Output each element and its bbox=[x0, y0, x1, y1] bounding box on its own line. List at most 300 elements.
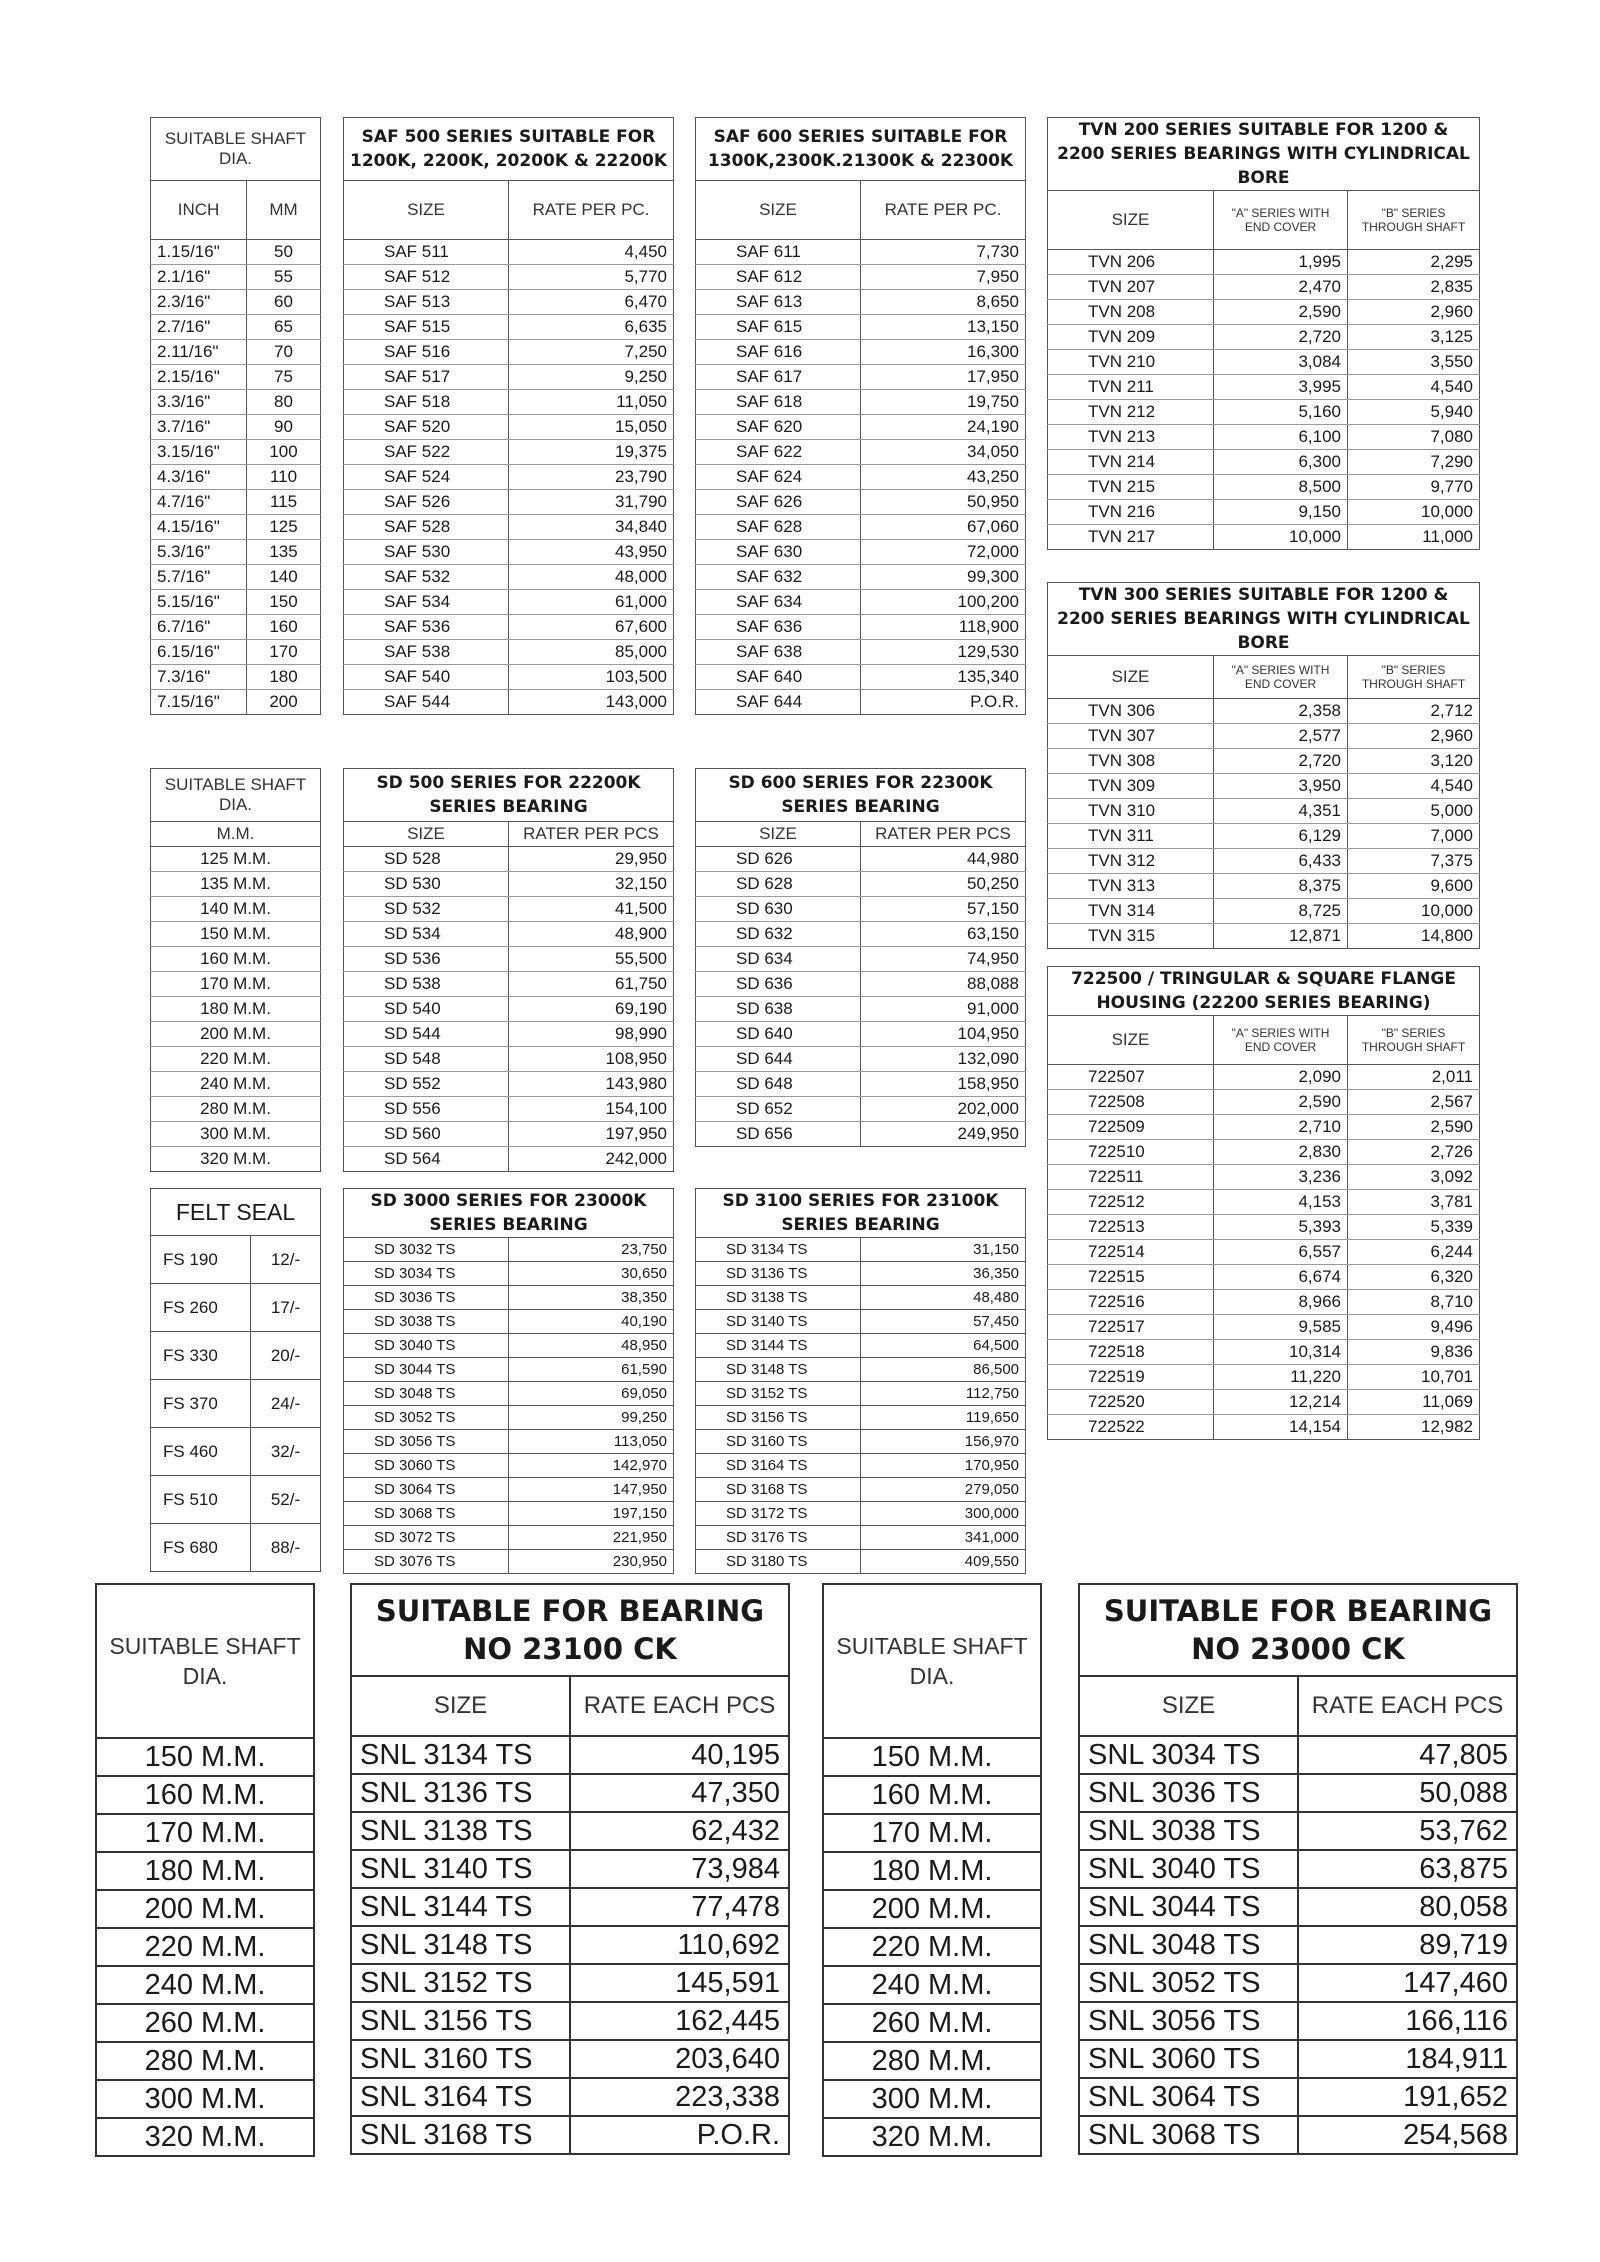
size-cell: 320 M.M. bbox=[823, 2118, 1041, 2156]
size-cell: SNL 3040 TS bbox=[1079, 1850, 1298, 1888]
value-cell: 88,088 bbox=[861, 972, 1026, 997]
snl3000-title: SUITABLE FOR BEARING NO 23000 CK bbox=[1079, 1584, 1517, 1676]
size-cell: SD 3068 TS bbox=[344, 1502, 509, 1526]
value-cell: 90 bbox=[247, 415, 321, 440]
value-cell: 52/- bbox=[251, 1476, 321, 1524]
value-cell: 31,790 bbox=[509, 490, 674, 515]
value-cell: 254,568 bbox=[1298, 2116, 1517, 2154]
size-cell: 4.7/16" bbox=[151, 490, 247, 515]
value-cell: 2,011 bbox=[1348, 1065, 1480, 1090]
table-row bbox=[344, 997, 674, 1022]
table-row bbox=[344, 922, 674, 947]
size-cell: 722508 bbox=[1048, 1090, 1214, 1115]
table-row bbox=[351, 2078, 789, 2116]
value-cell: 5,000 bbox=[1348, 799, 1480, 824]
size-cell: SD 3148 TS bbox=[696, 1358, 861, 1382]
value-cell: 10,701 bbox=[1348, 1365, 1480, 1390]
size-cell: SNL 3152 TS bbox=[351, 1964, 570, 2002]
size-cell: 200 M.M. bbox=[151, 1022, 321, 1047]
value-cell: 98,990 bbox=[509, 1022, 674, 1047]
shaft-inch-table bbox=[150, 117, 321, 715]
value-cell: 2,710 bbox=[1214, 1115, 1348, 1140]
value-cell: 9,496 bbox=[1348, 1315, 1480, 1340]
value-cell: 110,692 bbox=[570, 1926, 789, 1964]
table-row bbox=[344, 415, 674, 440]
col-b-series: "B" SERIES THROUGH SHAFT bbox=[1348, 191, 1480, 250]
value-cell: 16,300 bbox=[861, 340, 1026, 365]
size-cell: SNL 3138 TS bbox=[351, 1812, 570, 1850]
table-row bbox=[351, 1926, 789, 1964]
size-cell: SNL 3068 TS bbox=[1079, 2116, 1298, 2154]
table-row bbox=[344, 1238, 674, 1262]
sd600-table bbox=[695, 768, 1026, 1147]
size-cell: 7.3/16" bbox=[151, 665, 247, 690]
table-row bbox=[344, 897, 674, 922]
size-cell: 722516 bbox=[1048, 1290, 1214, 1315]
size-cell: 3.7/16" bbox=[151, 415, 247, 440]
value-cell: 2,720 bbox=[1214, 749, 1348, 774]
table-row bbox=[344, 1358, 674, 1382]
table-row bbox=[344, 290, 674, 315]
table-row bbox=[1048, 1315, 1480, 1340]
size-cell: SNL 3160 TS bbox=[351, 2040, 570, 2078]
table-row bbox=[696, 1550, 1026, 1574]
size-cell: 240 M.M. bbox=[823, 1966, 1041, 2004]
table-row bbox=[1048, 1215, 1480, 1240]
table-row bbox=[344, 847, 674, 872]
table-row bbox=[1048, 924, 1480, 949]
table-row bbox=[96, 1776, 314, 1814]
size-cell: SAF 624 bbox=[696, 465, 861, 490]
table-row bbox=[96, 2080, 314, 2118]
col-mm: M.M. bbox=[151, 822, 321, 847]
value-cell: 69,190 bbox=[509, 997, 674, 1022]
table-row bbox=[344, 1430, 674, 1454]
value-cell: 20/- bbox=[251, 1332, 321, 1380]
value-cell: 8,710 bbox=[1348, 1290, 1480, 1315]
table-row bbox=[151, 365, 321, 390]
saf600-title: SAF 600 SERIES SUITABLE FOR 1300K,2300K.21300K & 22300K bbox=[696, 118, 1026, 181]
size-cell: SD 3040 TS bbox=[344, 1334, 509, 1358]
value-cell: 409,550 bbox=[861, 1550, 1026, 1574]
value-cell: 7,290 bbox=[1348, 450, 1480, 475]
size-cell: SAF 511 bbox=[344, 240, 509, 265]
size-cell: SD 3180 TS bbox=[696, 1550, 861, 1574]
value-cell: 180 bbox=[247, 665, 321, 690]
table-row bbox=[1048, 749, 1480, 774]
size-cell: SAF 615 bbox=[696, 315, 861, 340]
value-cell: 2,726 bbox=[1348, 1140, 1480, 1165]
size-cell: SNL 3048 TS bbox=[1079, 1926, 1298, 1964]
value-cell: 40,190 bbox=[509, 1310, 674, 1334]
value-cell: 160 bbox=[247, 615, 321, 640]
table-row bbox=[696, 1262, 1026, 1286]
table-row bbox=[344, 1147, 674, 1172]
table-row bbox=[1048, 450, 1480, 475]
table-row bbox=[696, 515, 1026, 540]
table-row bbox=[1079, 1774, 1517, 1812]
table-row bbox=[1048, 874, 1480, 899]
table-row bbox=[96, 1814, 314, 1852]
table-row bbox=[823, 2042, 1041, 2080]
value-cell: 5,393 bbox=[1214, 1215, 1348, 1240]
table-row bbox=[151, 947, 321, 972]
table-row bbox=[1048, 1165, 1480, 1190]
table-row bbox=[344, 1286, 674, 1310]
size-cell: SD 3134 TS bbox=[696, 1238, 861, 1262]
size-cell: 300 M.M. bbox=[823, 2080, 1041, 2118]
size-cell: 722522 bbox=[1048, 1415, 1214, 1440]
value-cell: 135 bbox=[247, 540, 321, 565]
value-cell: 2,090 bbox=[1214, 1065, 1348, 1090]
size-cell: 2.1/16" bbox=[151, 265, 247, 290]
value-cell: 108,950 bbox=[509, 1047, 674, 1072]
value-cell: 44,980 bbox=[861, 847, 1026, 872]
size-cell: SNL 3064 TS bbox=[1079, 2078, 1298, 2116]
table-row bbox=[823, 2118, 1041, 2156]
table-row bbox=[696, 922, 1026, 947]
value-cell: 8,650 bbox=[861, 290, 1026, 315]
table-row bbox=[344, 947, 674, 972]
value-cell: 3,120 bbox=[1348, 749, 1480, 774]
t722500-title: 722500 / TRINGULAR & SQUARE FLANGE HOUSING (22200 SERIES BEARING) bbox=[1048, 967, 1480, 1016]
value-cell: 7,730 bbox=[861, 240, 1026, 265]
size-cell: SD 638 bbox=[696, 997, 861, 1022]
size-cell: SNL 3044 TS bbox=[1079, 1888, 1298, 1926]
col-inch: INCH bbox=[151, 181, 247, 240]
size-cell: TVN 211 bbox=[1048, 375, 1214, 400]
col-b-series: "B" SERIES THROUGH SHAFT bbox=[1348, 1016, 1480, 1065]
value-cell: 85,000 bbox=[509, 640, 674, 665]
value-cell: 2,590 bbox=[1214, 1090, 1348, 1115]
table-row bbox=[344, 872, 674, 897]
col-mm: MM bbox=[247, 181, 321, 240]
value-cell: 132,090 bbox=[861, 1047, 1026, 1072]
size-cell: FS 680 bbox=[151, 1524, 251, 1572]
table-row bbox=[151, 290, 321, 315]
table-row bbox=[696, 390, 1026, 415]
table-row bbox=[696, 315, 1026, 340]
size-cell: SAF 518 bbox=[344, 390, 509, 415]
value-cell: 200 bbox=[247, 690, 321, 715]
table-row bbox=[1048, 525, 1480, 550]
size-cell: SAF 622 bbox=[696, 440, 861, 465]
value-cell: 6,320 bbox=[1348, 1265, 1480, 1290]
value-cell: 2,960 bbox=[1348, 724, 1480, 749]
table-row bbox=[96, 1966, 314, 2004]
value-cell: 70 bbox=[247, 340, 321, 365]
size-cell: SNL 3164 TS bbox=[351, 2078, 570, 2116]
size-cell: SAF 513 bbox=[344, 290, 509, 315]
size-cell: 722514 bbox=[1048, 1240, 1214, 1265]
size-cell: SD 3144 TS bbox=[696, 1334, 861, 1358]
value-cell: 170,950 bbox=[861, 1454, 1026, 1478]
value-cell: 65 bbox=[247, 315, 321, 340]
table-row bbox=[344, 1406, 674, 1430]
table-row bbox=[696, 540, 1026, 565]
col-rate: RATE PER PC. bbox=[861, 181, 1026, 240]
size-cell: TVN 310 bbox=[1048, 799, 1214, 824]
value-cell: 249,950 bbox=[861, 1122, 1026, 1147]
table-row bbox=[823, 1814, 1041, 1852]
value-cell: 135,340 bbox=[861, 665, 1026, 690]
size-cell: SAF 515 bbox=[344, 315, 509, 340]
snl3100-table bbox=[350, 1583, 790, 2155]
table-row bbox=[1048, 425, 1480, 450]
value-cell: 118,900 bbox=[861, 615, 1026, 640]
table-row bbox=[151, 1122, 321, 1147]
size-cell: SAF 616 bbox=[696, 340, 861, 365]
size-cell: TVN 314 bbox=[1048, 899, 1214, 924]
size-cell: 150 M.M. bbox=[151, 922, 321, 947]
value-cell: 5,339 bbox=[1348, 1215, 1480, 1240]
value-cell: 63,150 bbox=[861, 922, 1026, 947]
table-row bbox=[696, 897, 1026, 922]
value-cell: 7,000 bbox=[1348, 824, 1480, 849]
table-row bbox=[696, 1238, 1026, 1262]
size-cell: SD 3140 TS bbox=[696, 1310, 861, 1334]
col-size: SIZE bbox=[344, 822, 509, 847]
value-cell: 57,450 bbox=[861, 1310, 1026, 1334]
table-row bbox=[351, 1850, 789, 1888]
table-row bbox=[696, 490, 1026, 515]
table-row bbox=[696, 847, 1026, 872]
value-cell: 4,540 bbox=[1348, 774, 1480, 799]
value-cell: 7,080 bbox=[1348, 425, 1480, 450]
value-cell: 197,150 bbox=[509, 1502, 674, 1526]
col-size: SIZE bbox=[696, 822, 861, 847]
size-cell: 170 M.M. bbox=[151, 972, 321, 997]
table-row bbox=[696, 665, 1026, 690]
table-row bbox=[696, 565, 1026, 590]
value-cell: 6,470 bbox=[509, 290, 674, 315]
table-row bbox=[151, 1284, 321, 1332]
table-row bbox=[344, 1310, 674, 1334]
table-row bbox=[1048, 824, 1480, 849]
table-row bbox=[151, 1524, 321, 1572]
size-cell: TVN 307 bbox=[1048, 724, 1214, 749]
value-cell: 279,050 bbox=[861, 1478, 1026, 1502]
value-cell: 3,950 bbox=[1214, 774, 1348, 799]
table-row bbox=[151, 640, 321, 665]
size-cell: 722518 bbox=[1048, 1340, 1214, 1365]
table-row bbox=[344, 972, 674, 997]
value-cell: 11,050 bbox=[509, 390, 674, 415]
value-cell: 3,092 bbox=[1348, 1165, 1480, 1190]
table-row bbox=[344, 340, 674, 365]
size-cell: 722512 bbox=[1048, 1190, 1214, 1215]
size-cell: TVN 308 bbox=[1048, 749, 1214, 774]
table-row bbox=[1048, 250, 1480, 275]
table-row bbox=[151, 590, 321, 615]
table-row bbox=[823, 1852, 1041, 1890]
value-cell: 67,060 bbox=[861, 515, 1026, 540]
table-row bbox=[351, 1888, 789, 1926]
table-row bbox=[151, 690, 321, 715]
size-cell: SNL 3056 TS bbox=[1079, 2002, 1298, 2040]
size-cell: SD 648 bbox=[696, 1072, 861, 1097]
size-cell: SD 3160 TS bbox=[696, 1430, 861, 1454]
size-cell: SNL 3156 TS bbox=[351, 2002, 570, 2040]
size-cell: SD 640 bbox=[696, 1022, 861, 1047]
value-cell: 9,836 bbox=[1348, 1340, 1480, 1365]
value-cell: 4,540 bbox=[1348, 375, 1480, 400]
felt-seal-table bbox=[150, 1188, 321, 1572]
value-cell: 12,214 bbox=[1214, 1390, 1348, 1415]
size-cell: SAF 534 bbox=[344, 590, 509, 615]
value-cell: 100 bbox=[247, 440, 321, 465]
table-row bbox=[696, 640, 1026, 665]
size-cell: 4.15/16" bbox=[151, 515, 247, 540]
value-cell: 13,150 bbox=[861, 315, 1026, 340]
table-row bbox=[823, 1738, 1041, 1776]
size-cell: SAF 520 bbox=[344, 415, 509, 440]
table-row bbox=[96, 1852, 314, 1890]
size-cell: SAF 628 bbox=[696, 515, 861, 540]
table-row bbox=[696, 1430, 1026, 1454]
table-row bbox=[1048, 799, 1480, 824]
col-size: SIZE bbox=[1048, 191, 1214, 250]
size-cell: SD 560 bbox=[344, 1122, 509, 1147]
table-row bbox=[151, 665, 321, 690]
size-cell: 200 M.M. bbox=[96, 1890, 314, 1928]
size-cell: SD 540 bbox=[344, 997, 509, 1022]
value-cell: 32,150 bbox=[509, 872, 674, 897]
table-row bbox=[344, 1382, 674, 1406]
table-row bbox=[344, 1122, 674, 1147]
value-cell: 29,950 bbox=[509, 847, 674, 872]
big-shaft-table-2 bbox=[822, 1583, 1042, 2157]
big-shaft-title: SUITABLE SHAFT DIA. bbox=[96, 1584, 314, 1738]
table-row bbox=[1079, 1850, 1517, 1888]
size-cell: 722510 bbox=[1048, 1140, 1214, 1165]
value-cell: 162,445 bbox=[570, 2002, 789, 2040]
table-row bbox=[696, 1097, 1026, 1122]
size-cell: 3.15/16" bbox=[151, 440, 247, 465]
size-cell: SAF 618 bbox=[696, 390, 861, 415]
table-row bbox=[96, 2004, 314, 2042]
table-row bbox=[344, 540, 674, 565]
saf600-table bbox=[695, 117, 1026, 715]
size-cell: SD 656 bbox=[696, 1122, 861, 1147]
shaft-inch-title: SUITABLE SHAFT DIA. bbox=[151, 118, 321, 181]
value-cell: 55 bbox=[247, 265, 321, 290]
size-cell: SD 3138 TS bbox=[696, 1286, 861, 1310]
value-cell: 166,116 bbox=[1298, 2002, 1517, 2040]
table-row bbox=[351, 2116, 789, 2154]
value-cell: 9,770 bbox=[1348, 475, 1480, 500]
value-cell: 5,770 bbox=[509, 265, 674, 290]
size-cell: TVN 216 bbox=[1048, 500, 1214, 525]
value-cell: P.O.R. bbox=[570, 2116, 789, 2154]
value-cell: 17/- bbox=[251, 1284, 321, 1332]
value-cell: 6,674 bbox=[1214, 1265, 1348, 1290]
size-cell: SD 3136 TS bbox=[696, 1262, 861, 1286]
value-cell: 156,970 bbox=[861, 1430, 1026, 1454]
size-cell: SD 3044 TS bbox=[344, 1358, 509, 1382]
value-cell: 191,652 bbox=[1298, 2078, 1517, 2116]
value-cell: 30,650 bbox=[509, 1262, 674, 1286]
value-cell: 104,950 bbox=[861, 1022, 1026, 1047]
value-cell: 67,600 bbox=[509, 615, 674, 640]
size-cell: 160 M.M. bbox=[823, 1776, 1041, 1814]
table-row bbox=[151, 1428, 321, 1476]
table-row bbox=[696, 1286, 1026, 1310]
table-row bbox=[696, 340, 1026, 365]
table-row bbox=[344, 1097, 674, 1122]
size-cell: SNL 3036 TS bbox=[1079, 1774, 1298, 1812]
table-row bbox=[344, 240, 674, 265]
size-cell: SNL 3038 TS bbox=[1079, 1812, 1298, 1850]
size-cell: 160 M.M. bbox=[151, 947, 321, 972]
table-row bbox=[344, 1022, 674, 1047]
size-cell: 150 M.M. bbox=[823, 1738, 1041, 1776]
size-cell: SD 548 bbox=[344, 1047, 509, 1072]
tvn200-table bbox=[1047, 117, 1480, 550]
table-row bbox=[151, 540, 321, 565]
size-cell: SD 534 bbox=[344, 922, 509, 947]
value-cell: 2,960 bbox=[1348, 300, 1480, 325]
value-cell: 6,300 bbox=[1214, 450, 1348, 475]
table-row bbox=[1048, 849, 1480, 874]
size-cell: 320 M.M. bbox=[96, 2118, 314, 2156]
value-cell: 63,875 bbox=[1298, 1850, 1517, 1888]
size-cell: 5.3/16" bbox=[151, 540, 247, 565]
table-row bbox=[1048, 1340, 1480, 1365]
size-cell: 2.11/16" bbox=[151, 340, 247, 365]
table-row bbox=[344, 1334, 674, 1358]
value-cell: 11,000 bbox=[1348, 525, 1480, 550]
value-cell: 184,911 bbox=[1298, 2040, 1517, 2078]
value-cell: 119,650 bbox=[861, 1406, 1026, 1430]
size-cell: 2.3/16" bbox=[151, 290, 247, 315]
t722500-table bbox=[1047, 966, 1480, 1440]
table-row bbox=[1079, 1888, 1517, 1926]
size-cell: 180 M.M. bbox=[96, 1852, 314, 1890]
table-row bbox=[151, 1476, 321, 1524]
value-cell: 6,129 bbox=[1214, 824, 1348, 849]
value-cell: 62,432 bbox=[570, 1812, 789, 1850]
value-cell: 53,762 bbox=[1298, 1812, 1517, 1850]
felt-seal-title: FELT SEAL bbox=[151, 1189, 321, 1236]
table-row bbox=[151, 872, 321, 897]
value-cell: 3,995 bbox=[1214, 375, 1348, 400]
size-cell: SD 538 bbox=[344, 972, 509, 997]
table-row bbox=[696, 997, 1026, 1022]
value-cell: 3,550 bbox=[1348, 350, 1480, 375]
value-cell: 60 bbox=[247, 290, 321, 315]
size-cell: SAF 530 bbox=[344, 540, 509, 565]
shaft-mm-title: SUITABLE SHAFT DIA. bbox=[151, 769, 321, 822]
size-cell: 240 M.M. bbox=[96, 1966, 314, 2004]
col-size: SIZE bbox=[1048, 1016, 1214, 1065]
value-cell: 61,000 bbox=[509, 590, 674, 615]
table-row bbox=[151, 390, 321, 415]
table-row bbox=[151, 1236, 321, 1284]
table-row bbox=[344, 640, 674, 665]
col-rate: RATE PER PC. bbox=[509, 181, 674, 240]
size-cell: SD 3168 TS bbox=[696, 1478, 861, 1502]
size-cell: TVN 306 bbox=[1048, 699, 1214, 724]
value-cell: 143,000 bbox=[509, 690, 674, 715]
table-row bbox=[151, 265, 321, 290]
value-cell: 61,750 bbox=[509, 972, 674, 997]
size-cell: 170 M.M. bbox=[96, 1814, 314, 1852]
value-cell: 99,250 bbox=[509, 1406, 674, 1430]
table-row bbox=[1048, 1090, 1480, 1115]
table-row bbox=[151, 972, 321, 997]
table-row bbox=[151, 997, 321, 1022]
